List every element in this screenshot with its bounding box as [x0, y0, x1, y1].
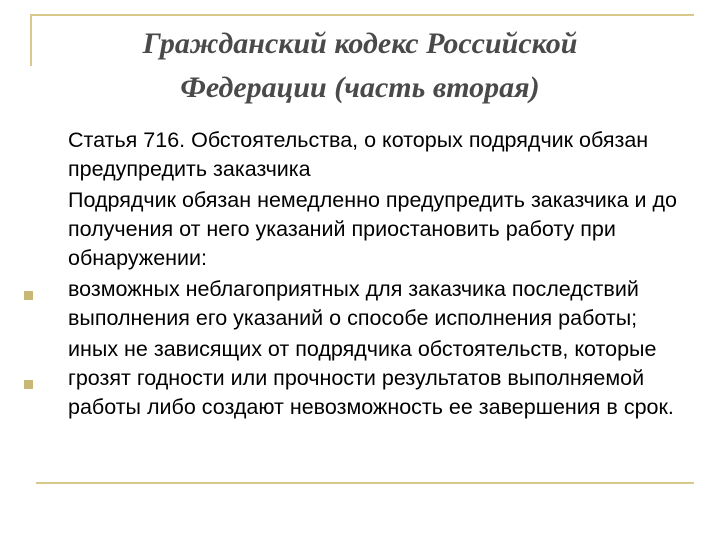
intro-paragraph: Подрядчик обязан немедленно предупредить заказчика и до получения от него указаний приостановить работу при обнаружении:	[68, 188, 678, 270]
bullet-marker-1	[24, 291, 33, 300]
article-heading: Статья 716. Обстоятельства, о которых подрядчик обязан предупредить заказчика	[68, 128, 649, 181]
bullet-item-2: иных не зависящих от подрядчика обстоятельств, которые грозят годности или прочности результатов выполняемой работы либо создают невозможность ее завершения в срок.	[68, 337, 674, 419]
slide-body	[68, 126, 690, 422]
frame-left-line	[30, 14, 32, 66]
frame-top-line	[30, 14, 694, 16]
title-line-2: Федерации (часть вторая)	[180, 71, 540, 104]
title-line-1: Гражданский кодекс Российской	[142, 27, 578, 60]
bullet-item-1: возможных неблагоприятных для заказчика последствий выполнения его указаний о способе исполнения работы;	[68, 277, 639, 330]
slide-title	[36, 22, 684, 110]
frame-bottom-line	[36, 482, 694, 484]
bullet-marker-2	[24, 380, 33, 389]
